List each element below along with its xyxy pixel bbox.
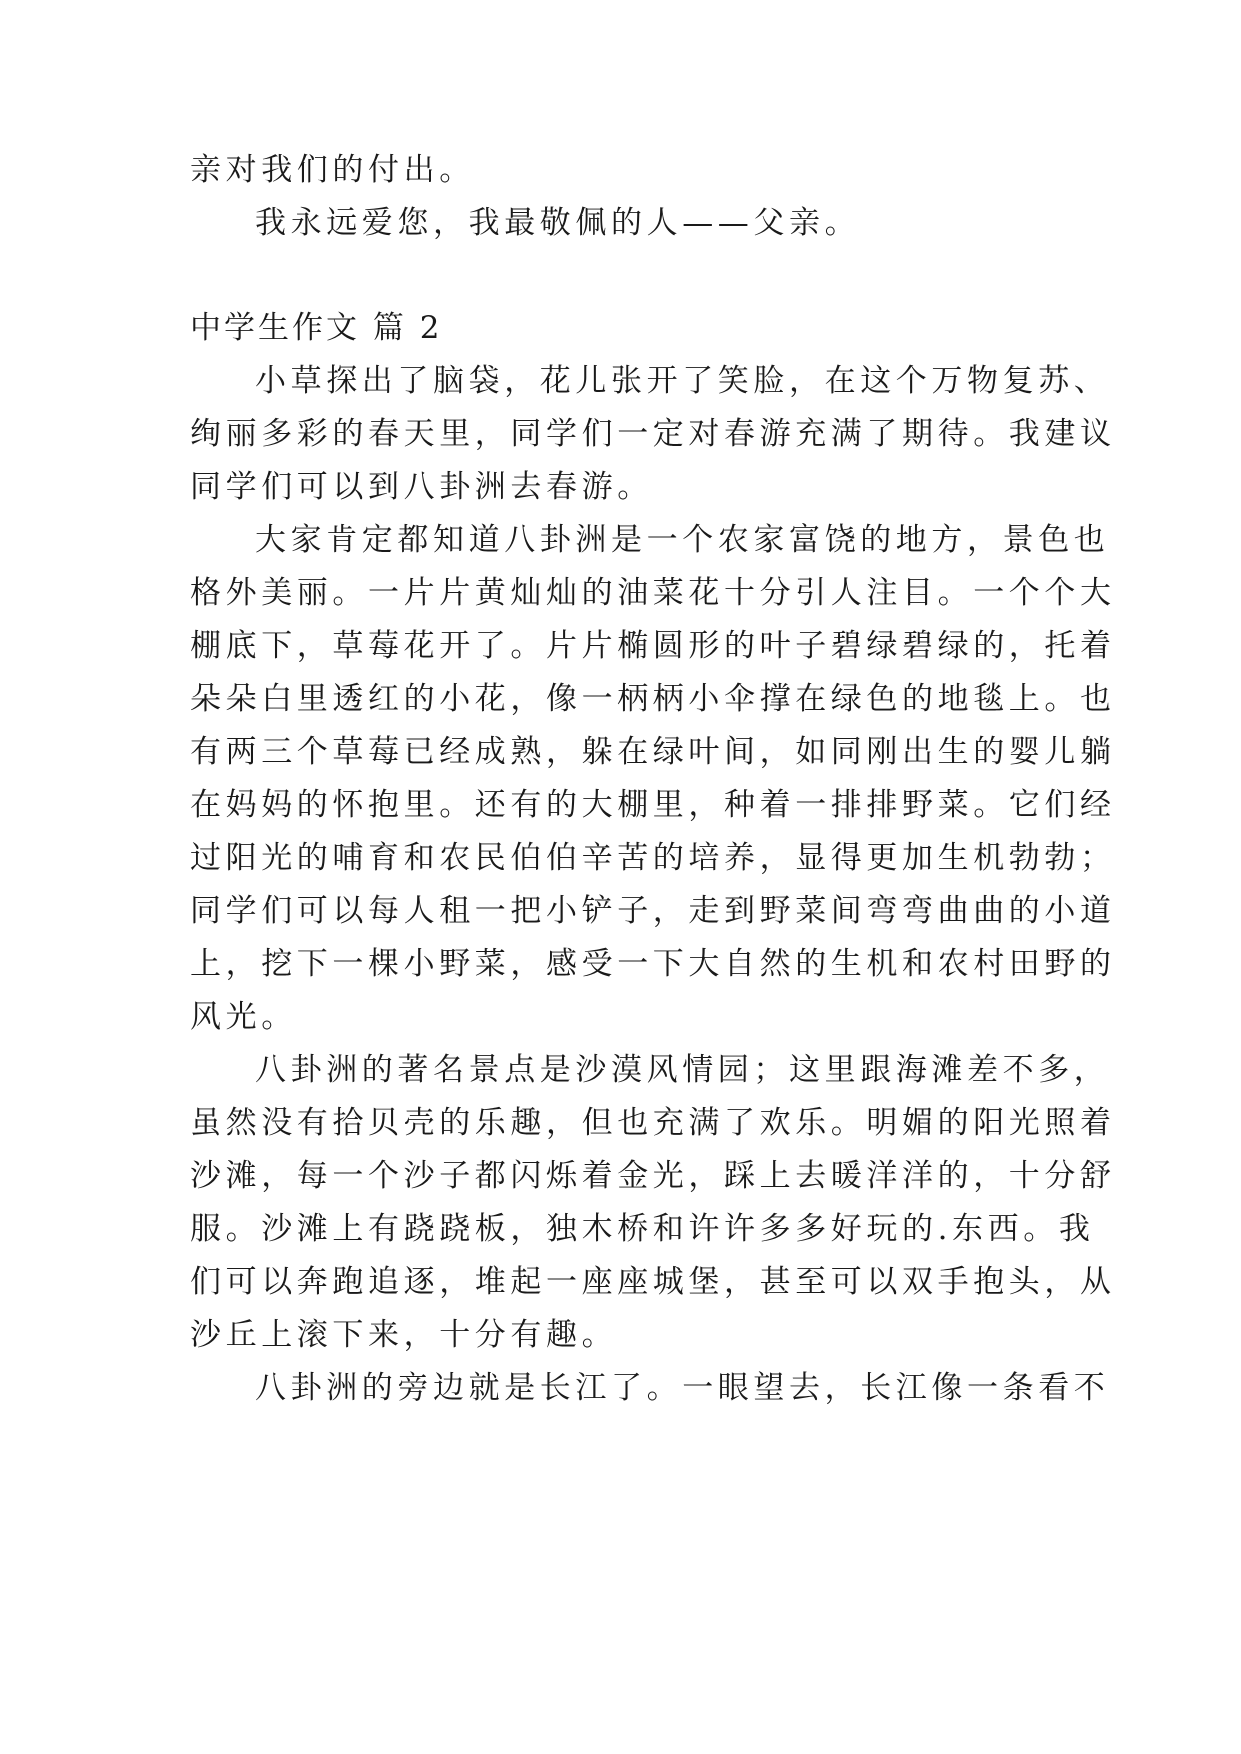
text-line-2: 我永远爱您，我最敬佩的人——父亲。 bbox=[255, 205, 861, 241]
text-line-15: 风光。 bbox=[190, 999, 297, 1035]
text-line-17: 虽然没有拾贝壳的乐趣，但也充满了欢乐。明媚的阳光照着 bbox=[190, 1105, 1116, 1141]
text-line-20: 们可以奔跑追逐，堆起一座座城堡，甚至可以双手抱头，从 bbox=[190, 1264, 1116, 1300]
text-line-4: 绚丽多彩的春天里，同学们一定对春游充满了期待。我建议 bbox=[190, 416, 1116, 452]
text-line-18: 沙滩，每一个沙子都闪烁着金光，踩上去暖洋洋的，十分舒 bbox=[190, 1158, 1116, 1194]
text-line-5: 同学们可以到八卦洲去春游。 bbox=[190, 469, 653, 505]
text-line-21: 沙丘上滚下来，十分有趣。 bbox=[190, 1317, 618, 1353]
text-line-11: 在妈妈的怀抱里。还有的大棚里，种着一排排野菜。它们经 bbox=[190, 787, 1116, 823]
text-line-3: 小草探出了脑袋，花儿张开了笑脸，在这个万物复苏、 bbox=[255, 363, 1110, 399]
text-line-10: 有两三个草莓已经成熟，躲在绿叶间，如同刚出生的婴儿躺 bbox=[190, 734, 1116, 770]
text-line-19: 服。沙滩上有跷跷板，独木桥和许许多多好玩的.东西。我 bbox=[190, 1211, 1095, 1247]
text-line-12: 过阳光的哺育和农民伯伯辛苦的培养，显得更加生机勃勃； bbox=[190, 840, 1116, 876]
text-line-1: 亲对我们的付出。 bbox=[190, 152, 475, 188]
text-line-13: 同学们可以每人租一把小铲子，走到野菜间弯弯曲曲的小道 bbox=[190, 893, 1116, 929]
text-line-8: 棚底下，草莓花开了。片片椭圆形的叶子碧绿碧绿的，托着 bbox=[190, 628, 1116, 664]
text-line-7: 格外美丽。一片片黄灿灿的油菜花十分引人注目。一个个大 bbox=[190, 575, 1116, 611]
text-line-22: 八卦洲的旁边就是长江了。一眼望去，长江像一条看不 bbox=[255, 1370, 1110, 1406]
text-line-6: 大家肯定都知道八卦洲是一个农家富饶的地方，景色也 bbox=[255, 522, 1110, 558]
text-line-16: 八卦洲的著名景点是沙漠风情园；这里跟海滩差不多， bbox=[255, 1052, 1110, 1088]
text-line-14: 上，挖下一棵小野菜，感受一下大自然的生机和农村田野的 bbox=[190, 946, 1116, 982]
text-line-9: 朵朵白里透红的小花，像一柄柄小伞撑在绿色的地毯上。也 bbox=[190, 681, 1116, 717]
section-heading: 中学生作文 篇 2 bbox=[190, 310, 443, 346]
